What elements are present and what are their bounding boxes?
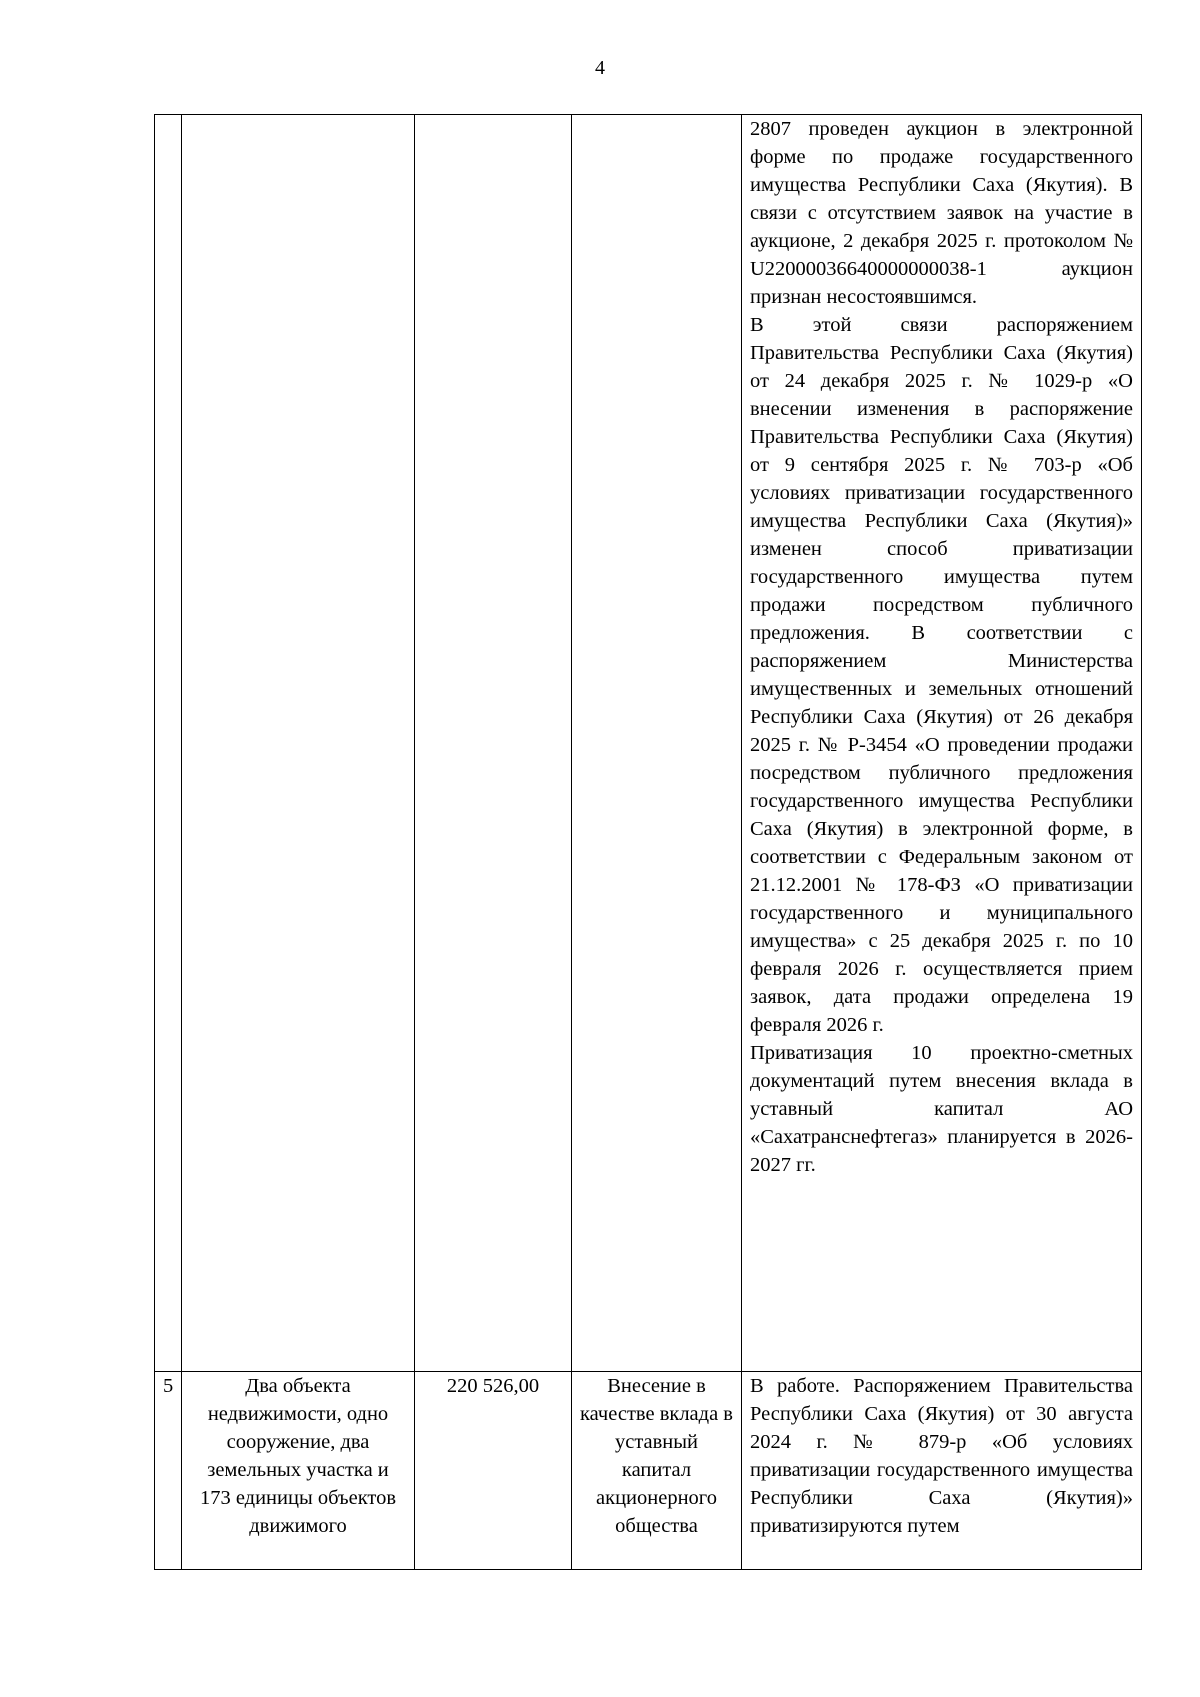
status-cell <box>742 1372 1142 1570</box>
object-name-cell <box>182 115 415 1372</box>
table-row <box>155 1372 1142 1570</box>
row-number-cell: 5 <box>155 1372 182 1570</box>
method-cell <box>572 115 742 1372</box>
status-paragraph: 2807 проведен аукцион в электронной форме по продаже государственного имущества Республики Саха (Якутия). В связи с отсутствием заявок на участие в аукционе, 2 декабря 2025 г. протоколом № U22000036640000000038-1 аукцион признан несостоявшимся. <box>750 118 1133 308</box>
status-paragraph: В работе. Распоряжением Правительства Республики Саха (Якутия) от 30 августа 2024 г. № 879-р «Об условиях приватизации государственного имущества Республики Саха (Якутия)» приватизируются путем <box>750 1375 1133 1537</box>
table-row <box>155 115 1142 1372</box>
page-number: 4 <box>595 57 605 79</box>
object-name-cell: Два объекта недвижимости, одно сооружение, два земельных участка и 173 единицы объектов движимого <box>182 1372 415 1570</box>
status-paragraph: В этой связи распоряжением Правительства Республики Саха (Якутия) от 24 декабря 2025 г. № 1029-р «О внесении изменения в распоряжение Правительства Республики Саха (Якутия) от 9 сентября 2025 г. № 703-р «Об условиях приватизации государственного имущества Республики Саха (Якутия)» изменен способ приватизации государственного имущества путем продажи посредством публичного предложения. В соответствии с распоряжением Министерства имущественных и земельных отношений Республики Саха (Якутия) от 26 декабря 2025 г. № Р-3454 «О проведении продажи посредством публичного предложения государственного имущества Республики Саха (Якутия) в электронной форме, в соответствии с Федеральным законом от 21.12.2001 № 178-ФЗ «О приватизации государственного и муниципального имущества» с 25 декабря 2025 г. по 10 февраля 2026 г. осуществляется прием заявок, дата продажи определена 19 февраля 2026 г. <box>750 314 1133 1036</box>
status-cell <box>742 115 1142 1372</box>
method-cell: Внесение в качестве вклада в уставный капитал акционерного общества <box>572 1372 742 1570</box>
value-cell: 220 526,00 <box>415 1372 572 1570</box>
row-number-cell <box>155 115 182 1372</box>
privatization-table <box>154 114 1142 1570</box>
value-cell <box>415 115 572 1372</box>
status-paragraph: Приватизация 10 проектно-сметных документаций путем внесения вклада в уставный капитал АО «Сахатранснефтегаз» планируется в 2026-2027 гг. <box>750 1042 1133 1176</box>
